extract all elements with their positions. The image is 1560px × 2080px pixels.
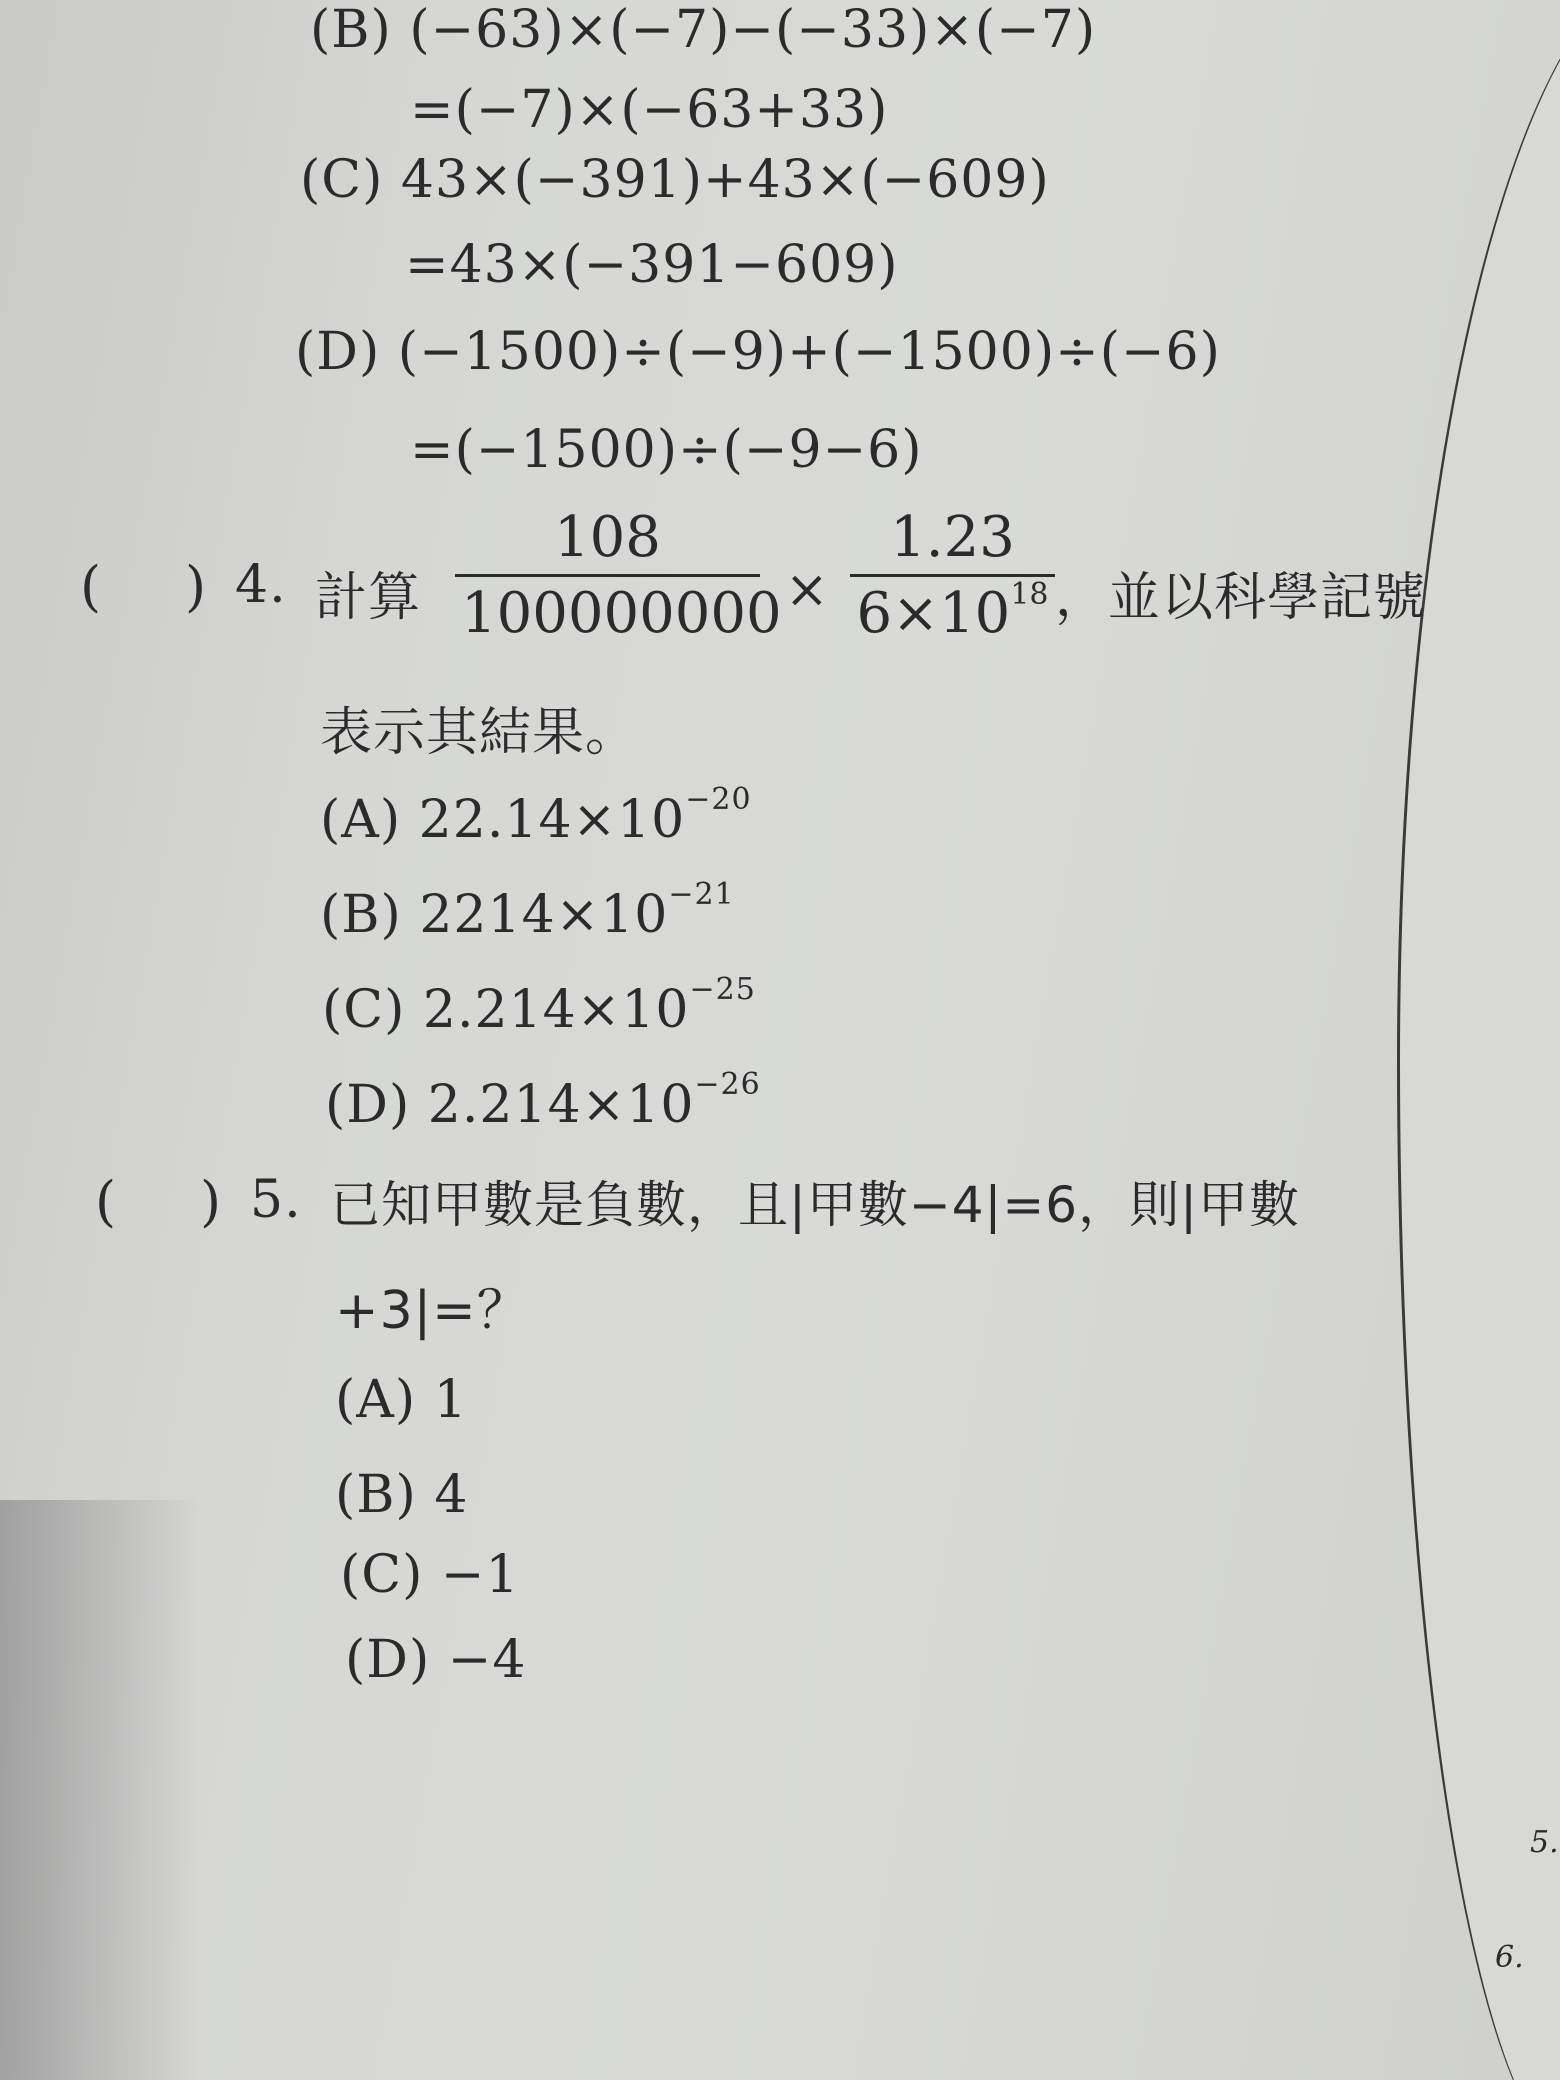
q4-prefix: 計算 bbox=[315, 568, 422, 628]
side-number-5: 5. bbox=[1530, 1825, 1559, 1860]
fraction-bar bbox=[455, 574, 760, 577]
q4-suffix: ，並以科學記號 bbox=[1055, 568, 1427, 628]
q4-fraction-2-denominator: $6\times 10^{18}$ bbox=[856, 577, 1049, 646]
q4-fraction-1 bbox=[455, 505, 782, 646]
q4-fraction-2 bbox=[850, 505, 1055, 646]
q3-option-b-line1: (B) (−63)×(−7)−(−33)×(−7) bbox=[310, 0, 1097, 60]
q5-line2: +3|=？ bbox=[335, 1281, 530, 1341]
q3-option-b-line2: =(−7)×(−63+33) bbox=[410, 80, 889, 140]
q5-number: 5. bbox=[250, 1170, 302, 1230]
q3-option-c-line2: =43×(−391−609) bbox=[405, 235, 899, 295]
q5-option-a: (A) 1 bbox=[335, 1370, 468, 1430]
q4-fraction-1-numerator: 108 bbox=[554, 505, 661, 570]
q5-answer-paren-close: ) bbox=[200, 1170, 222, 1233]
q4-option-c: (C) $2.214\times 10^{-25}$ bbox=[322, 972, 756, 1040]
q5-option-b: (B) 4 bbox=[335, 1465, 469, 1525]
q4-number: 4. bbox=[235, 555, 287, 615]
q3-option-d-line1: (D) (−1500)÷(−9)+(−1500)÷(−6) bbox=[295, 322, 1221, 382]
q5-option-d: (D) −4 bbox=[345, 1630, 527, 1690]
q5-answer-paren-open: ( bbox=[95, 1170, 117, 1233]
q4-line2: 表示其結果。 bbox=[320, 703, 639, 763]
q5-line1: 已知甲數是負數，且|甲數−4|=6，則|甲數 bbox=[330, 1176, 1300, 1234]
adjacent-page-edge bbox=[1397, 0, 1560, 2080]
q4-answer-paren-open: ( bbox=[80, 555, 102, 618]
shadow bbox=[0, 1500, 200, 2080]
q4-fraction-2-numerator: 1.23 bbox=[890, 505, 1015, 570]
q5-option-c: (C) −1 bbox=[340, 1545, 520, 1605]
q4-fraction-1-denominator: 100000000 bbox=[461, 581, 782, 646]
q4-option-a: (A) $22.14\times 10^{-20}$ bbox=[320, 782, 752, 850]
q4-option-d: (D) $2.214\times 10^{-26}$ bbox=[325, 1067, 761, 1135]
q3-option-c-line1: (C) 43×(−391)+43×(−609) bbox=[300, 150, 1050, 210]
q4-option-b: (B) $2214\times 10^{-21}$ bbox=[320, 877, 735, 945]
q4-times-sign: × bbox=[785, 560, 830, 620]
q3-option-d-line2: =(−1500)÷(−9−6) bbox=[410, 420, 923, 480]
q4-answer-paren-close: ) bbox=[185, 555, 207, 618]
side-number-6: 6. bbox=[1495, 1940, 1524, 1975]
